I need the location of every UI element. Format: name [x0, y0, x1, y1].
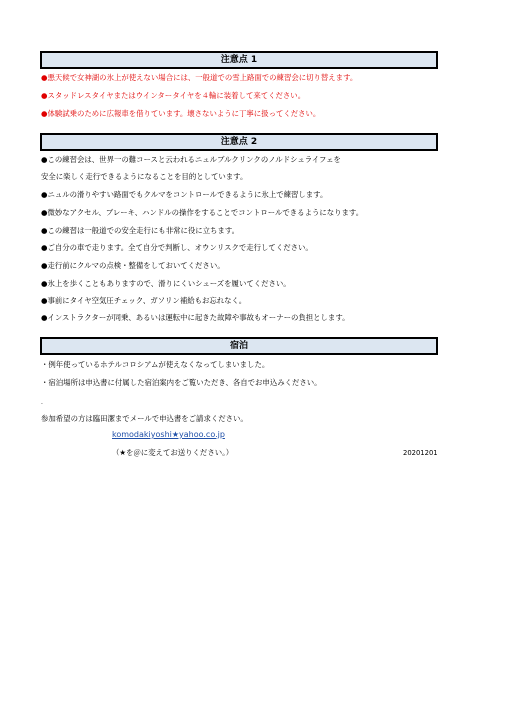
contact-note: （★を＠に変えてお送りください。） [112, 448, 234, 457]
section1-item-1: ●悪天候で女神湖の氷上が使えない場合には、一般道での雪上路面での練習会に切り替えます。 [41, 73, 358, 82]
section2-item-3: ●ニュルの滑りやすい路面でもクルマをコントロールできるように氷上で練習します。 [41, 190, 328, 199]
section2-item-5: ●この練習は一般道での安全走行にも非常に役に立ちます。 [41, 226, 240, 235]
section2-item-8: ●氷上を歩くこともありますので、滑りにくいシューズを履いてください。 [41, 279, 291, 288]
section2-item-2: 安全に楽しく走行できるようになることを目的としています。 [41, 172, 248, 181]
document-number: 20201201 [403, 449, 438, 457]
section2-item-7: ●走行前にクルマの点検・整備をしておいてください。 [41, 261, 225, 270]
section3-item-2: ・宿泊場所は申込書に付属した宿泊案内をご覧いただき、各自でお申込みください。 [41, 378, 322, 387]
section3-header: 宿泊 [40, 337, 438, 355]
section2-item-9: ●事前にタイヤ空気圧チェック、ガソリン補給もお忘れなく。 [41, 296, 247, 305]
section2-header: 注意点 2 [40, 133, 438, 151]
section3-item-1: ・例年使っているホテルコロシアムが使えなくなってしまいました。 [41, 360, 270, 369]
section2-item-10: ●インストラクターが同乗、あるいは運転中に起きた故障や事故もオーナーの負担とします。 [41, 313, 350, 322]
section1-header: 注意点 1 [40, 51, 438, 69]
section2-item-6: ●ご自分の車で走ります。全て自分で判断し、オウンリスクで走行してください。 [41, 243, 313, 252]
contact-text: 参加希望の方は臨田潔までメールで申込書をご請求ください。 [41, 414, 248, 423]
section1-item-2: ●スタッドレスタイヤまたはウインタータイヤを４輪に装着して来てください。 [41, 91, 306, 100]
section1-item-3: ●体験試乗のために広報車を借りています。壊さないように丁寧に扱ってください。 [41, 109, 321, 118]
section2-item-4: ●微妙なアクセル、ブレーキ、ハンドルの操作をすることでコントロールできるようになります。 [41, 208, 364, 217]
stray-dot: . [41, 399, 43, 406]
section2-item-1: ●この練習会は、世界一の難コースと云われるニュルブルクリンクのノルドシュライフェを [41, 155, 341, 164]
contact-email-link[interactable]: komodakiyoshi★yahoo.co.jp [112, 430, 225, 439]
